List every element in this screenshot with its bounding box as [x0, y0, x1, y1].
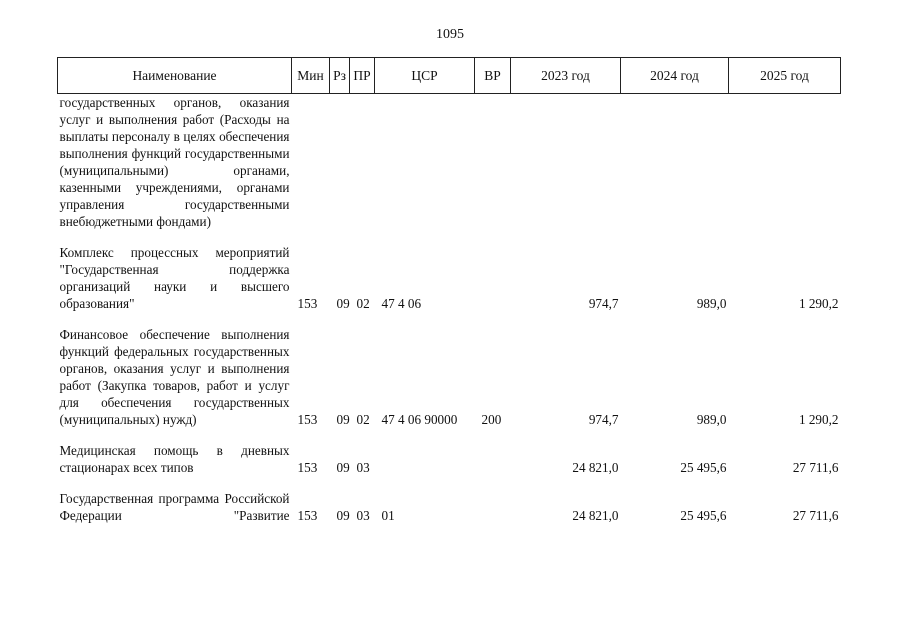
row-min: 153	[297, 460, 318, 475]
row-2023	[511, 94, 621, 231]
row-vr: 200	[481, 412, 502, 427]
row-vr	[475, 428, 511, 476]
header-min: Мин	[292, 58, 330, 94]
budget-table	[57, 57, 841, 524]
row-2025	[729, 94, 841, 231]
row-min: 153	[297, 412, 318, 427]
row-2023: 974,7	[588, 412, 619, 427]
row-rz	[330, 94, 350, 231]
row-csr: 47 4 06 90000	[381, 412, 458, 427]
row-vr	[475, 94, 511, 231]
row-csr: 47 4 06	[381, 296, 422, 311]
header-rz: Рз	[330, 58, 350, 94]
table-row	[58, 476, 841, 524]
row-2024: 989,0	[696, 412, 727, 427]
row-2025: 1 290,2	[798, 412, 839, 427]
table-row	[58, 94, 841, 231]
row-2025: 27 711,6	[792, 508, 839, 523]
row-2023: 974,7	[588, 296, 619, 311]
table-row	[58, 230, 841, 312]
row-csr: 01	[381, 508, 395, 523]
row-pr	[350, 94, 375, 231]
header-2023: 2023 год	[511, 58, 621, 94]
row-csr	[375, 428, 475, 476]
row-min	[292, 94, 330, 231]
row-rz: 09	[336, 296, 350, 311]
row-2025: 27 711,6	[792, 460, 839, 475]
row-csr	[375, 94, 475, 231]
row-pr: 02	[356, 412, 370, 427]
row-name: Медицинская помощь в дневных стационарах всех типов	[59, 443, 290, 475]
row-name: Государственная программа Российской Федерации "Развитие	[59, 491, 290, 523]
page-number: 1095	[436, 27, 464, 42]
header-2024: 2024 год	[621, 58, 729, 94]
header-2025: 2025 год	[729, 58, 841, 94]
row-name: государственных органов, оказания услуг и выполнения работ (Расходы на выплаты персоналу в целях обеспечения выполнения функций государственными (муниципальными) органами, казенными учреждениями, органами управления государственными внебюджетными фондами)	[59, 95, 290, 229]
row-pr: 03	[356, 460, 370, 475]
row-rz: 09	[336, 508, 350, 523]
row-2024: 25 495,6	[680, 508, 727, 523]
row-vr	[475, 476, 511, 524]
row-2023: 24 821,0	[572, 460, 619, 475]
header-csr: ЦСР	[375, 58, 475, 94]
header-vr: ВР	[475, 58, 511, 94]
header-name: Наименование	[58, 58, 292, 94]
row-2024	[621, 94, 729, 231]
row-min: 153	[297, 296, 318, 311]
row-name: Финансовое обеспечение выполнения функций федеральных государственных органов, оказания услуг и выполнения работ (Закупка товаров, работ и услуг для обеспечения государственных (муниципальных) нужд)	[59, 327, 290, 427]
row-2024: 25 495,6	[680, 460, 727, 475]
row-rz: 09	[336, 460, 350, 475]
row-2024: 989,0	[696, 296, 727, 311]
table-header-row	[58, 58, 841, 94]
row-2023: 24 821,0	[572, 508, 619, 523]
row-pr: 03	[356, 508, 370, 523]
row-min: 153	[297, 508, 318, 523]
row-name: Комплекс процессных мероприятий "Государственная поддержка организаций науки и высшего образования"	[59, 245, 290, 311]
row-vr	[475, 230, 511, 312]
header-pr: ПР	[350, 58, 375, 94]
row-pr: 02	[356, 296, 370, 311]
row-rz: 09	[336, 412, 350, 427]
table-row	[58, 428, 841, 476]
row-2025: 1 290,2	[798, 296, 839, 311]
table-row	[58, 312, 841, 428]
